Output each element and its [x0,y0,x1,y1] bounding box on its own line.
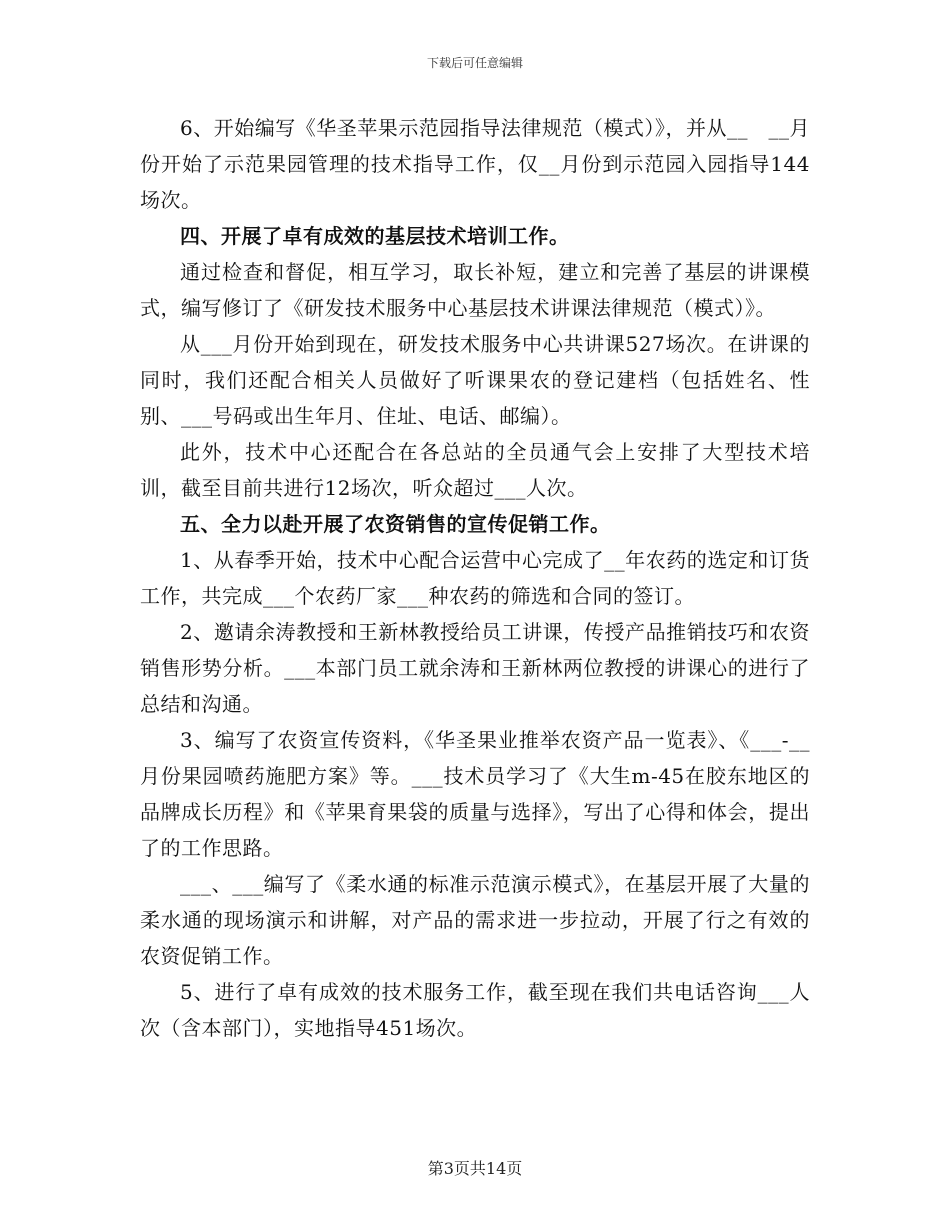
section-heading-5: 五、全力以赴开展了农资销售的宣传促销工作。 [180,512,611,536]
paragraph-item-2: 2、邀请余涛教授和王新林教授给员工讲课，传授产品推销技巧和农资销售形势分析。___本部门员工就余涛和王新林两位教授的讲课心的进行了总结和沟通。 [140,620,810,716]
paragraph-item-4: ___、___编写了《柔水通的标准示范演示模式》，在基层开展了大量的柔水通的现场演示和讲解，对产品的需求进一步拉动，开展了行之有效的农资促销工作。 [140,872,810,968]
paragraph-large-training: 此外，技术中心还配合在各总站的全员通气会上安排了大型技术培训，截至目前共进行12场次，听众超过___人次。 [140,440,810,500]
paragraph-item-5: 5、进行了卓有成效的技术服务工作，截至现在我们共电话咨询___人次（含本部门），实地指导451场次。 [140,980,810,1040]
section-heading-4: 四、开展了卓有成效的基层技术培训工作。 [180,224,570,248]
paragraph-item-1: 1、从春季开始，技术中心配合运营中心完成了__年农药的选定和订货工作，共完成___个农药厂家___种农药的筛选和合同的签订。 [140,548,810,608]
page-footer: 第3页共14页 [427,1159,523,1178]
paragraph-lecture-mode: 通过检查和督促，相互学习，取长补短，建立和完善了基层的讲课模式，编写修订了《研发技术服务中心基层技术讲课法律规范（模式）》。 [140,260,810,320]
page-header: 下载后可任意编辑 [426,56,523,70]
paragraph-lecture-count: 从___月份开始到现在，研发技术服务中心共讲课527场次。在讲课的同时，我们还配合相关人员做好了听课果农的登记建档（包括姓名、性别、___号码或出生年月、住址、电话、邮编）。 [140,332,810,428]
document-body [140,110,810,1046]
paragraph-item-6: 6、开始编写《华圣苹果示范园指导法律规范（模式）》，并从__ __月份开始了示范果园管理的技术指导工作，仅__月份到示范园入园指导144场次。 [140,116,810,212]
paragraph-item-3: 3、编写了农资宣传资料，《华圣果业推举农资产品一览表》、《___-__月份果园喷药施肥方案》等。___技术员学习了《大生m-45在胶东地区的品牌成长历程》和《苹果育果袋的质量与选择》，写出了心得和体会，提出了的工作思路。 [140,728,810,860]
